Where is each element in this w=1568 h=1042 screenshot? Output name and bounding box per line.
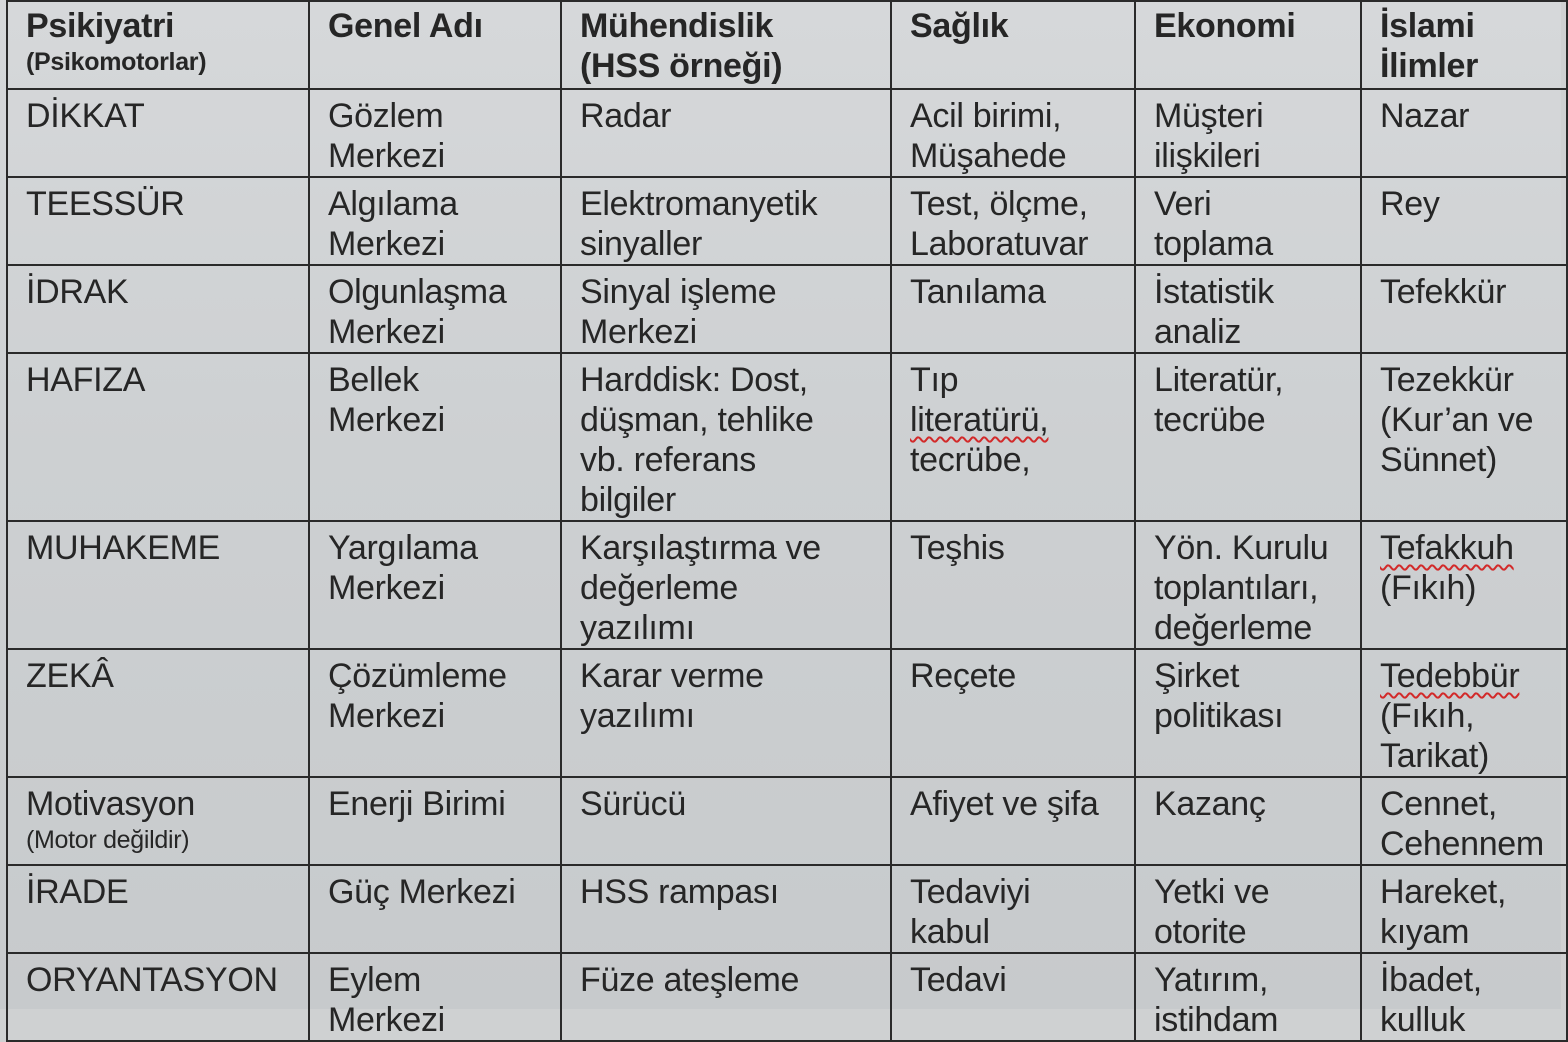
cell-genel-adi (309, 265, 561, 353)
cell-line: (Fıkıh, (1380, 697, 1475, 735)
cell-line: Enerji Birimi (328, 785, 506, 823)
cell-line: Test, ölçme, (910, 185, 1088, 223)
cell-line: Reçete (910, 657, 1016, 695)
header-psikiyatri: Psikiyatri (Psikomotorlar) (7, 1, 309, 89)
cell-muhendislik (561, 521, 891, 649)
cell-islami-ilimler (1361, 177, 1567, 265)
cell-line: Tefakkuh (1380, 529, 1514, 567)
cell-line: değerleme (580, 569, 738, 607)
cell-saglik (891, 177, 1135, 265)
cell-ekonomi (1135, 265, 1361, 353)
cell-line: politikası (1154, 697, 1284, 735)
cell-line: Merkezi (328, 1001, 445, 1039)
cell-line: Elektromanyetik (580, 185, 818, 223)
cell-ekonomi (1135, 89, 1361, 177)
cell-line: Veri (1154, 185, 1212, 223)
cell-ekonomi (1135, 353, 1361, 521)
table-row (7, 953, 1567, 1041)
cell-line: HAFIZA (26, 361, 146, 399)
table-row (7, 177, 1567, 265)
cell-line: Hareket, (1380, 873, 1507, 911)
cell-line: İDRAK (26, 273, 129, 311)
cell-line: Tanılama (910, 273, 1046, 311)
cell-line: Müşteri (1154, 97, 1264, 135)
cell-line: Yargılama (328, 529, 478, 567)
cell-line: vb. referans (580, 441, 756, 479)
cell-line: kabul (910, 913, 990, 951)
cell-line: Müşahede (910, 137, 1067, 175)
cell-line: Sünnet) (1380, 441, 1497, 479)
cell-line: MUHAKEME (26, 529, 221, 567)
table-body (7, 89, 1567, 1041)
cell-line: Merkezi (328, 697, 445, 735)
cell-line: Tedebbür (1380, 657, 1520, 695)
cell-line: Sinyal işleme (580, 273, 777, 311)
cell-islami-ilimler (1361, 777, 1567, 865)
cell-line: Teşhis (910, 529, 1005, 567)
cell-line: Cennet, (1380, 785, 1497, 823)
cell-line: Acil birimi, (910, 97, 1062, 135)
cell-line: Laboratuvar (910, 225, 1089, 263)
cell-line: Tarikat) (1380, 737, 1490, 775)
cell-islami-ilimler (1361, 953, 1567, 1041)
cell-line: Radar (580, 97, 672, 135)
cell-genel-adi (309, 777, 561, 865)
cell-line: TEESSÜR (26, 185, 185, 223)
cell-line: toplama (1154, 225, 1273, 263)
cell-line: Merkezi (328, 401, 445, 439)
table-row (7, 521, 1567, 649)
cell-ekonomi (1135, 521, 1361, 649)
cell-line: Kazanç (1154, 785, 1266, 823)
table-row (7, 353, 1567, 521)
cell-line: Tedaviyi (910, 873, 1031, 911)
cell-line: düşman, tehlike (580, 401, 814, 439)
table-row (7, 649, 1567, 777)
cell-genel-adi (309, 953, 561, 1041)
cell-line: değerleme (1154, 609, 1312, 647)
cell-psikiyatri (7, 953, 309, 1041)
cell-line: Yetki ve (1154, 873, 1270, 911)
header-genel-adi: Genel Adı (309, 1, 561, 89)
cell-muhendislik (561, 649, 891, 777)
cell-line: yazılımı (580, 609, 695, 647)
cell-muhendislik (561, 865, 891, 953)
cell-muhendislik (561, 953, 891, 1041)
cell-saglik (891, 265, 1135, 353)
header-muhendislik: Mühendislik (HSS örneği) (561, 1, 891, 89)
cell-line: Çözümleme (328, 657, 507, 695)
cell-saglik (891, 521, 1135, 649)
cell-saglik (891, 777, 1135, 865)
cell-line: Yatırım, (1154, 961, 1269, 999)
cell-psikiyatri (7, 353, 309, 521)
cell-psikiyatri (7, 649, 309, 777)
cell-islami-ilimler (1361, 865, 1567, 953)
cell-line: Merkezi (580, 313, 697, 351)
cell-ekonomi (1135, 865, 1361, 953)
cell-saglik (891, 649, 1135, 777)
cell-muhendislik (561, 353, 891, 521)
cell-line: Karşılaştırma ve (580, 529, 821, 567)
cell-line: yazılımı (580, 697, 695, 735)
cell-psikiyatri (7, 89, 309, 177)
cell-line: Olgunlaşma (328, 273, 507, 311)
cell-line: Bellek (328, 361, 419, 399)
cell-muhendislik (561, 777, 891, 865)
cell-line: Gözlem (328, 97, 444, 135)
cell-line: tecrübe, (910, 441, 1031, 479)
cell-saglik (891, 353, 1135, 521)
cell-saglik (891, 89, 1135, 177)
cell-saglik (891, 953, 1135, 1041)
cell-line: Nazar (1380, 97, 1470, 135)
cell-line: Harddisk: Dost, (580, 361, 808, 399)
cell-psikiyatri (7, 521, 309, 649)
cell-line: Cehennem (1380, 825, 1544, 863)
cell-line: literatürü, (910, 401, 1049, 439)
cell-line: otorite (1154, 913, 1247, 951)
cell-line: sinyaller (580, 225, 703, 263)
cell-line: Füze ateşleme (580, 961, 800, 999)
cell-genel-adi (309, 177, 561, 265)
cell-islami-ilimler (1361, 353, 1567, 521)
cell-line: Merkezi (328, 313, 445, 351)
cell-ekonomi (1135, 649, 1361, 777)
cell-saglik (891, 865, 1135, 953)
cell-line: Tezekkür (1380, 361, 1514, 399)
cell-line: bilgiler (580, 481, 676, 519)
cell-line: Algılama (328, 185, 458, 223)
header-ekonomi: Ekonomi (1135, 1, 1361, 89)
cell-line: Güç Merkezi (328, 873, 516, 911)
cell-line: Şirket (1154, 657, 1240, 695)
cell-line: Motivasyon (26, 785, 195, 823)
cell-islami-ilimler (1361, 265, 1567, 353)
cell-line: (Fıkıh) (1380, 569, 1477, 607)
cell-muhendislik (561, 177, 891, 265)
cell-line: kulluk (1380, 1001, 1466, 1039)
cell-line: kıyam (1380, 913, 1470, 951)
cell-ekonomi (1135, 177, 1361, 265)
cell-genel-adi (309, 649, 561, 777)
cell-line: toplantıları, (1154, 569, 1319, 607)
cell-line: Tedavi (910, 961, 1007, 999)
cell-islami-ilimler (1361, 521, 1567, 649)
table-row (7, 265, 1567, 353)
cell-ekonomi (1135, 777, 1361, 865)
cell-subtitle: (Motor değildir) (26, 826, 190, 854)
comparison-table (6, 0, 1568, 1042)
cell-line: Yön. Kurulu (1154, 529, 1329, 567)
cell-line: ZEKÂ (26, 657, 114, 695)
cell-line: Merkezi (328, 225, 445, 263)
table-row (7, 89, 1567, 177)
header-islami-ilimler: İslami İlimler (1361, 1, 1567, 89)
cell-genel-adi (309, 353, 561, 521)
cell-islami-ilimler (1361, 649, 1567, 777)
cell-line: Merkezi (328, 137, 445, 175)
cell-line: İbadet, (1380, 961, 1482, 999)
cell-line: DİKKAT (26, 97, 145, 135)
cell-line: Merkezi (328, 569, 445, 607)
cell-line: analiz (1154, 313, 1242, 351)
table-row (7, 777, 1567, 865)
cell-islami-ilimler (1361, 89, 1567, 177)
cell-line: HSS rampası (580, 873, 779, 911)
cell-line: Sürücü (580, 785, 686, 823)
cell-line: istihdam (1154, 1001, 1279, 1039)
cell-line: Tefekkür (1380, 273, 1507, 311)
cell-genel-adi (309, 865, 561, 953)
cell-line: (Kur’an ve (1380, 401, 1534, 439)
cell-genel-adi (309, 521, 561, 649)
cell-muhendislik (561, 265, 891, 353)
cell-line: Afiyet ve şifa (910, 785, 1099, 823)
cell-line: Tıp (910, 361, 959, 399)
cell-muhendislik (561, 89, 891, 177)
cell-line: ORYANTASYON (26, 961, 278, 999)
cell-psikiyatri (7, 265, 309, 353)
cell-genel-adi (309, 89, 561, 177)
cell-line: İRADE (26, 873, 129, 911)
header-saglik: Sağlık (891, 1, 1135, 89)
cell-line: Rey (1380, 185, 1440, 223)
cell-psikiyatri (7, 177, 309, 265)
cell-line: Eylem (328, 961, 421, 999)
cell-line: tecrübe (1154, 401, 1266, 439)
cell-psikiyatri (7, 865, 309, 953)
table-header-row (7, 1, 1567, 89)
cell-line: İstatistik (1154, 273, 1274, 311)
cell-ekonomi (1135, 953, 1361, 1041)
cell-line: ilişkileri (1154, 137, 1261, 175)
cell-line: Karar verme (580, 657, 764, 695)
table-row (7, 865, 1567, 953)
cell-line: Literatür, (1154, 361, 1284, 399)
cell-psikiyatri (7, 777, 309, 865)
